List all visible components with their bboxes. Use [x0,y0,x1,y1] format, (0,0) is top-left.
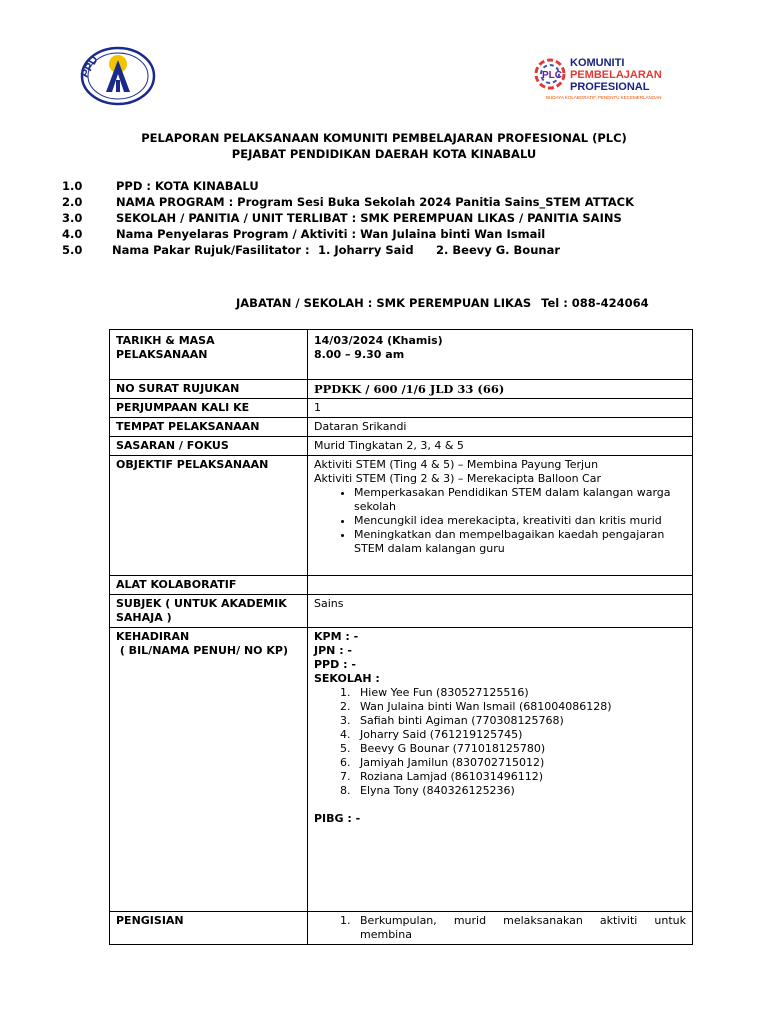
table-row [110,595,693,628]
pengisian-value [308,912,693,945]
kali-label: PERJUMPAAN KALI KE [110,399,308,418]
school-line: JABATAN / SEKOLAH : SMK PEREMPUAN LIKAS Tel : 088-424064 [236,296,649,310]
pengisian-item: 1. Berkumpulan, murid melaksanakan aktiviti untuk membina [354,914,686,942]
table-row [110,456,693,576]
attendee-item: 8. Elyna Tony (840326125236) [354,784,686,798]
table-row [110,576,693,595]
attendee-item: 6. Jamiyah Jamilun (830702715012) [354,756,686,770]
table-row [110,628,693,912]
svg-text:KOMUNITI: KOMUNITI [570,57,625,69]
objektif-bullet: • Mencungkil idea merekacipta, kreativiti dan kritis murid [354,514,686,528]
info-item: 2.0 NAMA PROGRAM : Program Sesi Buka Sekolah 2024 Panitia Sains_STEM ATTACK [62,195,635,209]
pengisian-label: PENGISIAN [110,912,308,945]
table-row [110,399,693,418]
table-row [110,418,693,437]
objektif-bullet: • Meningkatkan dan mempelbagaikan kaedah pengajaran STEM dalam kalangan guru [354,528,686,556]
info-item: 3.0 SEKOLAH / PANITIA / UNIT TERLIBAT : SMK PEREMPUAN LIKAS / PANITIA SAINS [62,211,622,225]
attendee-item: 5. Beevy G Bounar (771018125780) [354,742,686,756]
alat-value [308,576,693,595]
kehadiran-label: KEHADIRAN ( BIL/NAMA PENUH/ NO KP) [110,628,308,912]
sasaran-label: SASARAN / FOKUS [110,437,308,456]
facilitator-2: 2. Beevy G. Bounar [436,243,561,257]
report-subtitle: PEJABAT PENDIDIKAN DAERAH KOTA KINABALU [231,147,537,161]
attendee-item: 4. Joharry Said (761219125745) [354,728,686,742]
subjek-value: Sains [308,595,693,628]
sasaran-value: Murid Tingkatan 2, 3, 4 & 5 [308,437,693,456]
subjek-label: SUBJEK ( UNTUK AKADEMIK SAHAJA ) [110,595,308,628]
objektif-label: OBJEKTIF PELAKSANAAN [110,456,308,576]
tarikh-label: TARIKH & MASA PELAKSANAAN [110,330,308,380]
objektif-bullet: • Memperkasakan Pendidikan STEM dalam kalangan warga sekolah [354,486,686,514]
attendee-item: 1. Hiew Yee Fun (830527125516) [354,686,686,700]
tempat-label: TEMPAT PELAKSANAAN [110,418,308,437]
attendee-item: 3. Safiah binti Agiman (770308125768) [354,714,686,728]
svg-text:PLC: PLC [542,70,562,81]
kehadiran-value: KPM : - JPN : - PPD : - SEKOLAH : 1. Hiew Yee Fun (830527125516) 2. Wan Julaina binti Wan Ismail (681004086128) 3. Safiah binti Agiman (770308125768) 4. Joharry Said (761219125745) 5. Beevy G Bounar (771018125780) 6. Jamiyah Jamilun (830702715012) 7. Roziana Lamjad (861031496112) 8. Elyna Tony (840326125236) PIBG : - [308,628,693,912]
tempat-value: Dataran Srikandi [308,418,693,437]
alat-label: ALAT KOLABORATIF [110,576,308,595]
table-row [110,437,693,456]
info-item: 1.0 PPD : KOTA KINABALU [62,179,259,193]
svg-text:PEMBELAJARAN: PEMBELAJARAN [570,69,662,81]
attendee-item: 7. Roziana Lamjad (861031496112) [354,770,686,784]
table-row [110,912,693,945]
report-title: PELAPORAN PELAKSANAAN KOMUNITI PEMBELAJARAN PROFESIONAL (PLC) [141,131,627,145]
objektif-value: Aktiviti STEM (Ting 4 & 5) – Membina Payung Terjun Aktiviti STEM (Ting 2 & 3) – Merekacipta Balloon Car • Memperkasakan Pendidikan STEM dalam kalangan warga sekolah • Mencungkil idea merekacipta, kreativiti dan kritis murid • Meningkatkan dan mempelbagaikan kaedah pengajaran STEM dalam kalangan guru [308,456,693,576]
info-item: 5.0 Nama Pakar Rujuk/Fasilitator : [62,243,310,257]
kali-value: 1 [308,399,693,418]
facilitator-1: 1. Joharry Said [318,243,414,257]
table-row [110,380,693,399]
ppd-logo [76,42,156,112]
svg-text:BUDAYA KOLABORATIF, PENENTU KE: BUDAYA KOLABORATIF, PENENTU KECEMERLANGAN [546,95,662,100]
attendee-item: 2. Wan Julaina binti Wan Ismail (681004086128) [354,700,686,714]
svg-text:PROFESIONAL: PROFESIONAL [570,81,650,93]
surat-value: PPDKK / 600 /1/6 JLD 33 (66) [308,380,693,399]
surat-label: NO SURAT RUJUKAN [110,380,308,399]
tarikh-value: 14/03/2024 (Khamis) 8.00 – 9.30 am [308,330,693,380]
info-item: 4.0 Nama Penyelaras Program / Aktiviti : Wan Julaina binti Wan Ismail [62,227,546,241]
plc-logo [530,52,680,102]
table-row [110,330,693,380]
svg-text:PPD: PPD [78,54,101,80]
report-table [109,329,693,945]
